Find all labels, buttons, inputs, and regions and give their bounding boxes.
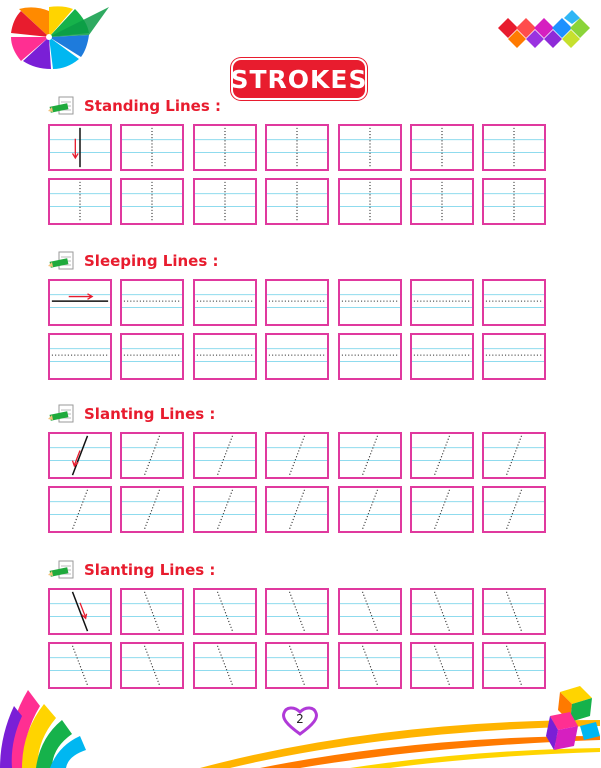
stroke-guide — [412, 590, 472, 633]
stroke-section — [48, 251, 558, 386]
tracing-box — [338, 642, 402, 689]
stroke-guide — [50, 590, 110, 633]
page-number-badge — [282, 706, 318, 736]
tracing-box — [265, 432, 329, 479]
section-heading — [48, 251, 219, 271]
example-stroke-box — [48, 432, 112, 479]
stroke-guide — [267, 488, 327, 531]
stroke-guide — [50, 644, 110, 687]
stroke-section — [48, 560, 558, 695]
stroke-guide — [484, 335, 544, 378]
tracing-box — [120, 642, 184, 689]
stroke-guide — [484, 434, 544, 477]
tracing-box — [410, 279, 474, 326]
tracing-box — [410, 642, 474, 689]
pencil-notebook-icon — [48, 404, 78, 424]
tracing-box — [338, 178, 402, 225]
tracing-box — [338, 588, 402, 635]
stroke-guide — [50, 488, 110, 531]
stroke-guide — [195, 590, 255, 633]
stroke-guide — [412, 180, 472, 223]
tracing-box — [120, 486, 184, 533]
stroke-guide — [195, 126, 255, 169]
tracing-box — [410, 178, 474, 225]
example-stroke-box — [48, 124, 112, 171]
stroke-guide — [195, 434, 255, 477]
page-title: STROKES — [230, 64, 368, 94]
stroke-guide — [340, 644, 400, 687]
tracing-box — [482, 178, 546, 225]
tracing-box — [48, 642, 112, 689]
stroke-guide — [267, 644, 327, 687]
tracing-box — [338, 486, 402, 533]
tracing-box — [193, 178, 257, 225]
tracing-box — [338, 124, 402, 171]
example-stroke-box — [48, 588, 112, 635]
stroke-guide — [340, 180, 400, 223]
tracing-box — [193, 124, 257, 171]
stroke-guide — [412, 126, 472, 169]
section-title: Sleeping Lines : — [84, 252, 219, 270]
section-heading — [48, 404, 215, 424]
stroke-guide — [412, 488, 472, 531]
stroke-guide — [195, 335, 255, 378]
tracing-box — [410, 432, 474, 479]
page-title-banner — [230, 60, 368, 98]
stroke-guide — [122, 434, 182, 477]
tracing-box — [265, 486, 329, 533]
stroke-guide — [412, 281, 472, 324]
stroke-guide — [50, 126, 110, 169]
tracing-box — [482, 124, 546, 171]
stroke-guide — [484, 590, 544, 633]
stroke-guide — [340, 281, 400, 324]
tracing-box — [265, 178, 329, 225]
tracing-box — [265, 642, 329, 689]
stroke-guide — [412, 335, 472, 378]
tracing-box — [120, 178, 184, 225]
stroke-guide — [50, 335, 110, 378]
stroke-guide — [50, 180, 110, 223]
tracing-box — [193, 279, 257, 326]
stroke-guide — [122, 488, 182, 531]
stroke-guide — [195, 488, 255, 531]
tracing-box — [338, 279, 402, 326]
tracing-box — [482, 486, 546, 533]
stroke-guide — [340, 335, 400, 378]
tracing-box — [482, 432, 546, 479]
stroke-guide — [267, 590, 327, 633]
tracing-box — [120, 333, 184, 380]
stroke-guide — [122, 644, 182, 687]
tracing-box — [265, 124, 329, 171]
stroke-guide — [340, 488, 400, 531]
stroke-guide — [412, 644, 472, 687]
stroke-guide — [484, 488, 544, 531]
stroke-section — [48, 96, 558, 231]
tracing-box — [482, 279, 546, 326]
tracing-box — [193, 432, 257, 479]
tracing-box — [120, 279, 184, 326]
tracing-box — [193, 642, 257, 689]
tracing-box — [265, 333, 329, 380]
stroke-guide — [340, 126, 400, 169]
stroke-guide — [122, 335, 182, 378]
tracing-box — [193, 588, 257, 635]
section-heading — [48, 96, 221, 116]
stroke-guide — [122, 590, 182, 633]
tracing-box — [410, 486, 474, 533]
pencil-notebook-icon — [48, 96, 78, 116]
fan-decoration-icon — [0, 686, 90, 768]
tracing-box — [410, 124, 474, 171]
section-title: Slanting Lines : — [84, 405, 216, 423]
tracing-box — [338, 333, 402, 380]
stroke-guide — [267, 180, 327, 223]
example-stroke-box — [48, 279, 112, 326]
stroke-guide — [50, 434, 110, 477]
pencil-notebook-icon — [48, 251, 78, 271]
section-title: Standing Lines : — [84, 97, 221, 115]
tracing-box — [193, 333, 257, 380]
stroke-guide — [122, 180, 182, 223]
tracing-box — [120, 588, 184, 635]
tracing-box — [482, 588, 546, 635]
stroke-guide — [122, 126, 182, 169]
tracing-box — [48, 333, 112, 380]
pencil-notebook-icon — [48, 560, 78, 580]
stroke-guide — [267, 126, 327, 169]
stroke-guide — [412, 434, 472, 477]
stroke-guide — [267, 281, 327, 324]
tracing-box — [193, 486, 257, 533]
stroke-guide — [340, 434, 400, 477]
stroke-guide — [484, 644, 544, 687]
stroke-guide — [267, 434, 327, 477]
stroke-guide — [195, 644, 255, 687]
diamonds-decoration-icon — [496, 10, 596, 52]
tracing-box — [482, 333, 546, 380]
stroke-guide — [484, 126, 544, 169]
page-number: 2 — [296, 712, 304, 726]
cubes-decoration-icon — [540, 686, 601, 756]
stroke-guide — [340, 590, 400, 633]
tracing-box — [265, 279, 329, 326]
stroke-guide — [267, 335, 327, 378]
tracing-box — [410, 333, 474, 380]
stroke-guide — [484, 180, 544, 223]
stroke-section — [48, 404, 558, 539]
tracing-box — [120, 124, 184, 171]
section-title: Slanting Lines : — [84, 561, 216, 579]
stroke-guide — [484, 281, 544, 324]
tracing-box — [338, 432, 402, 479]
pinwheel-decoration-icon — [4, 4, 114, 79]
stroke-guide — [195, 281, 255, 324]
stroke-guide — [122, 281, 182, 324]
tracing-box — [410, 588, 474, 635]
tracing-box — [120, 432, 184, 479]
section-heading — [48, 560, 215, 580]
stroke-guide — [195, 180, 255, 223]
tracing-box — [265, 588, 329, 635]
tracing-box — [48, 486, 112, 533]
tracing-box — [482, 642, 546, 689]
stroke-guide — [50, 281, 110, 324]
tracing-box — [48, 178, 112, 225]
